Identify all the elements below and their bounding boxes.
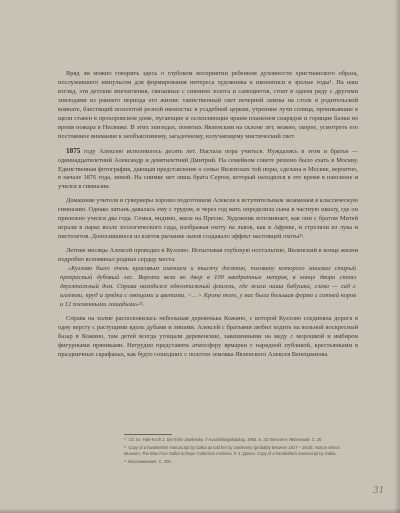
footnote-20 bbox=[124, 437, 346, 443]
paragraph-5: Справа на холме расположилась небольшая деревенька Кожино, с которой Кузлово соединяла дорога в одну версту с растущими вдоль дубами и липами. Алексей с братьями любил ходить на вольной воскресный базар в Кожино, там детей всегда угощали деревенские, завешенными на меду с морошкой и имбирем фигурными пряниками. Нетрудно представить атмосферу ярмарки с нарядной публикой, крестьянками в праздничных сарафанах, как будто сошедших с полотен земляка Явленского Алексея Венецианова. bbox=[58, 314, 358, 358]
footnote-21 bbox=[124, 445, 346, 456]
paragraph-4: Летние месяцы Алексей проводил в Кузлово. Испытывая глубокую ностальгию, Явленский в конце жизни подробно вспоминал родные сердцу места: bbox=[58, 247, 358, 264]
footnote-20-marker: ²⁰ bbox=[124, 437, 127, 441]
footnote-divider bbox=[124, 434, 172, 435]
paragraph-2-text: году Алексею исполнилось десять лет. Настала пора учиться. Нуждались в этом и братья — одиннадцатилетний Александр и девятилетний Дмитрий. На семейном совете решено было ехать в Москву. Единственная фотография, дающая представление о семье Явленских той поры, сделана в Москве, вероятно, в начале 1876 года, зимой. На снимке нет лишь брата Сергея, который находился в это время в пансионе и учился в гимназии. bbox=[58, 147, 358, 191]
page-bottom-shadow bbox=[0, 508, 400, 513]
page-edge-shadow bbox=[394, 0, 400, 513]
year-1875: 1875 bbox=[66, 146, 81, 155]
footnote-21-marker: ²¹ bbox=[124, 444, 127, 449]
paragraph-1: Вряд ли можно говорить здесь о глубоком восприятии ребенком духовности христианского образа, послужившего импульсом для формирования интереса художника к иконописи в зрелые годы¹. На наш взгляд, эти детские впечатления, связанные с сиянием золота и самоцветов, стоят в одном ряду с другими эпизодами из раннего периода его жизни: таинственный свет вечерней лампы на столе в родительской комнате, блестящий позолотой резной иконостас в усадебной церкви, утренние лучи солнца, проникавшие в щели ставен в прохоровском доме, пугающие и ослепляющие ярким пламенем снарядов и горящие балки во время пожара в Несвиже. В этих эпизодах, понятых Явленским на склоне лет, можно, скорее, усмотреть его постоянное внимание к необъяснимому, загадочному, излучающему мистический свет. bbox=[58, 70, 358, 140]
footnote-22-marker: ²² bbox=[124, 458, 127, 463]
footnote-22-text: Воспоминания. С. 200. bbox=[128, 458, 172, 464]
paragraph-3: Домашние учителя и гувернеры хорошо подготовили Алексея к вступительным экзаменам в классическую гимназию. Однако латынь давалась ему с трудом, и через год мать определила сына в частную школу, где он прилежно учился два года. Семья, видимо, жила на Пресне. Художник вспоминает, как они с братом Митей играли в парке возле зоологического сада, изображая охоту на львов, как в Африке, и стреляли из лука и пистолетов. Доносившиеся из клеток рычание львов создавало эффект настоящей охоты²¹. bbox=[58, 197, 358, 241]
page-number: 31 bbox=[373, 484, 384, 496]
body-text bbox=[58, 70, 358, 360]
footnote-21-text: Copy of a handwritten manuscript by Galka as told her by Jawlensky (probably between 1917 – 1918). Norton Simon Museum, The Blue Four Galka Scheyer Collection Archives. P. 1; Далее: Copy of a handwritten manuscript by Galka. bbox=[124, 445, 340, 456]
footnote-20-text: Cit. по: Hart-Koch J. Die frühe Jawlensky. // Ausstellungskatalog. 1983. S. 23; Бельтинг. Явленский. С. 20. bbox=[128, 437, 323, 443]
paragraph-2 bbox=[58, 147, 358, 193]
memoir-quote: «Кузлово было очень красивым имением и тысячу десятин, половину которого занимал старый прекрасный дубовый лес. Ворота вели во двор в 100 квадратных метров, в конце двора стоял двухэтажный дом. Справа находился одноэтажный флигель, где жила наша бабушка, слева — сад с аллеями, пруд и грядки с овощами и цветами. <…> Кроме того, у нас была большая ферма с сотней коров и 12 племенными лошадьми»²². bbox=[60, 265, 356, 308]
footnotes bbox=[124, 437, 346, 467]
footnote-22 bbox=[124, 459, 346, 465]
